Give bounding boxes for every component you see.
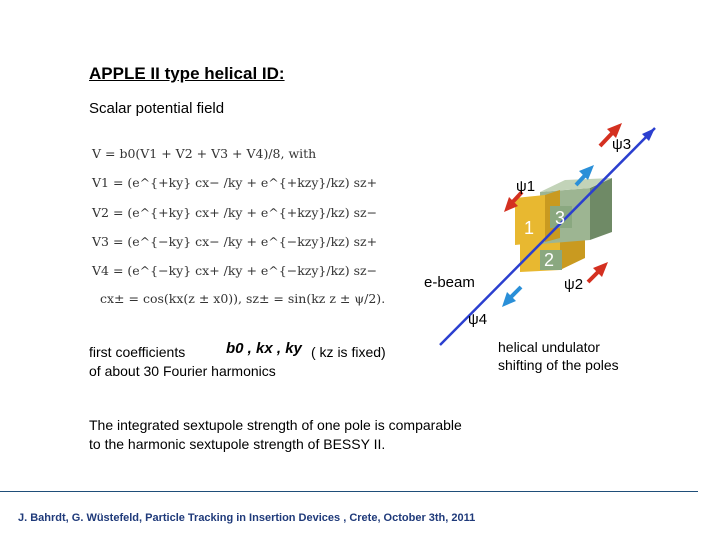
coefficients-symbols: b0 , kx , ky xyxy=(226,340,302,357)
equation-v: V = b0(V1 + V2 + V3 + V4)/8, with xyxy=(92,146,317,161)
integrated-text-1: The integrated sextupole strength of one pole is comparable xyxy=(89,417,462,433)
shift-arrow-psi4 xyxy=(502,287,521,307)
block-label-3: 3 xyxy=(555,208,566,228)
helical-caption-1: helical undulator xyxy=(498,339,600,355)
block-label-1: 1 xyxy=(524,218,535,238)
equation-v2: V2 = (e^{+ky} cx+ /ky + e^{+kzy}/kz) sz− xyxy=(92,205,378,220)
kz-fixed-note: ( kz is fixed) xyxy=(311,344,386,360)
equation-v4: V4 = (e^{−ky} cx+ /ky + e^{−kzy}/kz) sz− xyxy=(92,263,378,278)
psi4-label: ψ4 xyxy=(468,311,488,328)
subtitle: Scalar potential field xyxy=(89,100,225,117)
shift-arrow-psi2 xyxy=(588,262,608,282)
equation-v1: V1 = (e^{+ky} cx− /ky + e^{+kzy}/kz) sz+ xyxy=(92,175,378,190)
block-label-2: 2 xyxy=(544,250,555,270)
integrated-text-2: to the harmonic sextupole strength of BESSY II. xyxy=(89,436,386,452)
psi1-label: ψ1 xyxy=(516,178,536,195)
equation-v3: V3 = (e^{−ky} cx− /ky + e^{−kzy}/kz) sz+ xyxy=(92,234,378,249)
e-beam-label: e-beam xyxy=(424,274,475,291)
psi2-label: ψ2 xyxy=(564,276,584,293)
slide-title: APPLE II type helical ID: xyxy=(89,64,285,83)
helical-caption-2: shifting of the poles xyxy=(498,357,619,373)
footer-citation: J. Bahrdt, G. Wüstefeld, Particle Tracking in Insertion Devices , Crete, October 3th, 2011 xyxy=(18,512,476,524)
fourier-harmonics-text: of about 30 Fourier harmonics xyxy=(89,363,276,379)
footer-divider xyxy=(0,491,698,492)
equation-cx-sz: cx± = cos(kx(z ± x0)), sz± = sin(kz z ± ψ/2). xyxy=(100,291,386,306)
coefficients-text: first coefficients xyxy=(89,344,186,360)
psi3-label: ψ3 xyxy=(612,136,632,153)
